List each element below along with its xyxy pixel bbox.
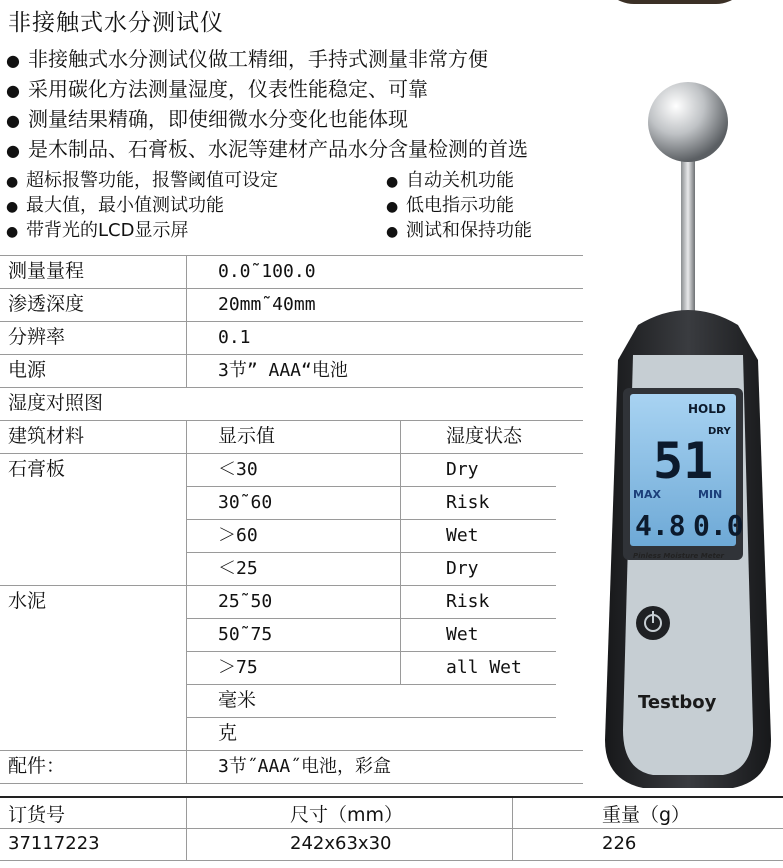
humidity-state: Risk bbox=[446, 492, 490, 513]
lcd-max-value: 4.8 bbox=[635, 509, 686, 542]
lcd-min-label: MIN bbox=[698, 488, 723, 501]
lcd-main-reading: 51 bbox=[653, 432, 714, 490]
table-rule bbox=[400, 420, 401, 684]
spec-value: 0.1 bbox=[218, 327, 251, 348]
lcd-max-label: MAX bbox=[633, 488, 661, 501]
device-caption: Pinless Moisture Meter bbox=[633, 552, 724, 560]
table-rule bbox=[512, 798, 513, 860]
table-rule bbox=[186, 651, 556, 652]
lcd-dry: DRY bbox=[708, 426, 731, 437]
humidity-state: Wet bbox=[446, 525, 479, 546]
bullet-icon: ● bbox=[6, 141, 20, 160]
spec-label: 测量量程 bbox=[8, 260, 85, 282]
feature-list bbox=[6, 44, 528, 164]
display-value: 25˜50 bbox=[218, 591, 273, 612]
spec-value: 0.0˜100.0 bbox=[218, 261, 316, 282]
bullet-icon: ● bbox=[386, 199, 399, 215]
table-rule bbox=[186, 552, 556, 553]
list-item: ● 测试和保持功能 bbox=[386, 218, 532, 243]
list-item: ● 超标报警功能，报警阈值可设定 bbox=[6, 168, 278, 193]
bullet-icon: ● bbox=[6, 174, 19, 190]
display-value: ＞60 bbox=[218, 525, 258, 546]
table-rule bbox=[186, 420, 187, 783]
page-title: 非接触式水分测试仪 bbox=[8, 10, 224, 36]
table-rule bbox=[186, 519, 556, 520]
bullet-icon: ● bbox=[6, 199, 19, 215]
lcd-min-value: 0.0 bbox=[693, 509, 744, 542]
unit-label: 克 bbox=[218, 722, 238, 744]
humidity-state: Wet bbox=[446, 624, 479, 645]
display-value: 50˜75 bbox=[218, 624, 273, 645]
list-item: ● 非接触式水分测试仪做工精细，手持式测量非常方便 bbox=[6, 44, 528, 74]
list-item: ● 自动关机功能 bbox=[386, 168, 532, 193]
table-rule bbox=[0, 585, 556, 586]
table-rule bbox=[0, 750, 583, 751]
table-rule bbox=[186, 717, 556, 718]
spec-label: 渗透深度 bbox=[8, 293, 85, 315]
list-item: ● 带背光的LCD显示屏 bbox=[6, 218, 278, 243]
bullet-icon: ● bbox=[386, 224, 399, 240]
humidity-state: Dry bbox=[446, 558, 479, 579]
bullet-icon: ● bbox=[6, 224, 19, 240]
humidity-state: Risk bbox=[446, 591, 490, 612]
probe-ball bbox=[648, 82, 728, 162]
table-row bbox=[0, 387, 583, 421]
accessory-label: 配件： bbox=[8, 755, 66, 777]
spec-value: 3节” AAA“电池 bbox=[218, 360, 348, 381]
table-rule bbox=[186, 798, 187, 860]
material-name: 石膏板 bbox=[8, 458, 66, 480]
table-rule bbox=[186, 255, 187, 387]
device-cap-edge bbox=[600, 0, 750, 4]
table-row bbox=[0, 288, 583, 322]
display-value: ＜30 bbox=[218, 459, 258, 480]
list-item: ● 最大值，最小值测试功能 bbox=[6, 193, 278, 218]
bullet-icon: ● bbox=[6, 111, 20, 130]
list-item: ● 测量结果精确，即使细微水分变化也能体现 bbox=[6, 104, 528, 134]
humidity-state: all Wet bbox=[446, 657, 522, 678]
table-rule bbox=[186, 684, 556, 685]
humidity-state: Dry bbox=[446, 459, 479, 480]
bullet-icon: ● bbox=[6, 81, 20, 100]
spec-value: 20mm˜40mm bbox=[218, 294, 316, 315]
list-item: ● 采用碳化方法测量湿度，仪表性能稳定、可靠 bbox=[6, 74, 528, 104]
bullet-icon: ● bbox=[6, 51, 20, 70]
lcd-hold: HOLD bbox=[688, 402, 726, 416]
table-rule bbox=[0, 783, 583, 784]
spec-label: 分辨率 bbox=[8, 326, 66, 348]
column-header: 湿度状态 bbox=[446, 425, 523, 447]
list-item: ● 低电指示功能 bbox=[386, 193, 532, 218]
brand-logo: Testboy bbox=[638, 692, 717, 713]
bullet-icon: ● bbox=[386, 174, 399, 190]
table-rule bbox=[186, 618, 556, 619]
table-row bbox=[0, 255, 583, 289]
sub-feature-list-left bbox=[6, 168, 278, 243]
order-number: 37117223 bbox=[8, 833, 100, 854]
dimensions: 242x63x30 bbox=[290, 833, 392, 854]
table-header-row bbox=[0, 420, 583, 454]
table-row bbox=[0, 354, 583, 388]
display-value: ＜25 bbox=[218, 558, 258, 579]
order-header: 尺寸（mm） bbox=[290, 804, 404, 826]
list-item: ● 是木制品、石膏板、水泥等建材产品水分含量检测的首选 bbox=[6, 134, 528, 164]
humidity-table-title: 湿度对照图 bbox=[8, 392, 104, 414]
weight: 226 bbox=[602, 833, 637, 854]
column-header: 显示值 bbox=[218, 425, 276, 447]
table-row bbox=[0, 321, 583, 355]
sub-feature-list-right bbox=[386, 168, 532, 243]
order-header: 订货号 bbox=[8, 804, 66, 826]
column-header: 建筑材料 bbox=[8, 425, 85, 447]
table-rule bbox=[0, 860, 783, 861]
accessory-value: 3节˝AAA˝电池，彩盒 bbox=[218, 756, 392, 777]
material-name: 水泥 bbox=[8, 590, 47, 612]
spec-label: 电源 bbox=[8, 359, 47, 381]
order-header: 重量（g） bbox=[602, 804, 691, 826]
display-value: ＞75 bbox=[218, 657, 258, 678]
display-value: 30˜60 bbox=[218, 492, 273, 513]
table-rule bbox=[186, 486, 556, 487]
moisture-meter-image bbox=[583, 80, 783, 800]
unit-label: 毫米 bbox=[218, 689, 257, 711]
table-rule bbox=[0, 828, 783, 829]
